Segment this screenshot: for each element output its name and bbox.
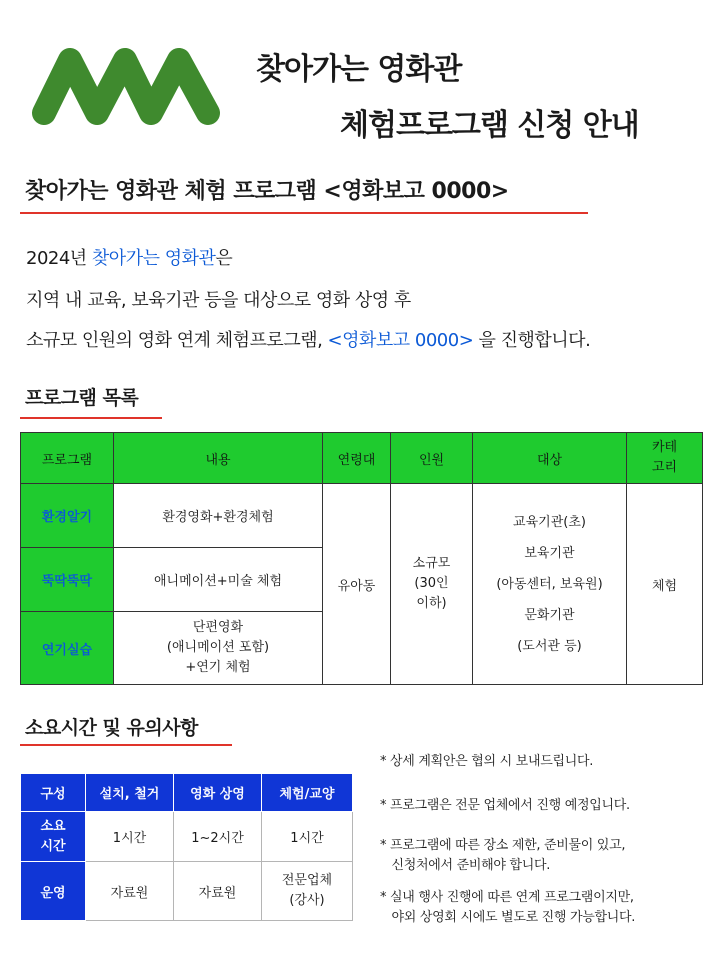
group-size: 소규모 (30인 이하) [391,484,473,685]
category: 체험 [627,484,703,685]
section-heading-time-notes: 소요시간 및 유의사항 [25,717,198,739]
table-header-row [21,433,703,484]
intro-line-2: 지역 내 교육, 보육기관 등을 대상으로 영화 상영 후 [26,290,411,311]
section-heading-program: 찾아가는 영화관 체험 프로그램 <영화보고 0000> [25,179,509,204]
program-content: 애니메이션+미술 체험 [114,548,323,612]
intro-line-1: 2024년 찾아가는 영화관은 [26,248,233,269]
program-table [20,432,703,685]
note-item: * 프로그램은 전문 업체에서 진행 예정입니다. [380,798,630,813]
column-header: 영화 상영 [174,774,262,812]
table-cell: 자료원 [86,862,174,921]
program-name: 뚝딱뚝딱 [21,548,114,612]
column-header: 인원 [391,433,473,484]
program-name: 환경알기 [21,484,114,548]
table-cell: 1시간 [262,812,353,862]
column-header: 대상 [473,433,627,484]
column-header: 카테 고리 [627,433,703,484]
row-label: 소요 시간 [21,812,86,862]
age-group: 유아동 [323,484,391,685]
note-item: * 상세 계획안은 협의 시 보내드립니다. [380,754,594,769]
table-cell: 전문업체 (강사) [262,862,353,921]
page-subtitle: 체험프로그램 신청 안내 [340,108,639,143]
program-content: 환경영화+환경체험 [114,484,323,548]
column-header: 체험/교양 [262,774,353,812]
column-header: 구성 [21,774,86,812]
heading-underline [20,744,232,746]
logo-mark [44,60,208,113]
time-table [20,773,353,921]
table-row [21,484,703,548]
table-row [21,812,353,862]
page-title: 찾아가는 영화관 [256,52,462,87]
column-header: 프로그램 [21,433,114,484]
column-header: 설치, 철거 [86,774,174,812]
table-cell: 자료원 [174,862,262,921]
column-header: 내용 [114,433,323,484]
table-row [21,862,353,921]
column-header: 연령대 [323,433,391,484]
program-name: 연기실습 [21,612,114,685]
intro-line-3: 소규모 인원의 영화 연계 체험프로그램, <영화보고 0000> 을 진행합니다. [26,330,591,351]
note-item: * 실내 행사 진행에 따른 연계 프로그램이지만, 야외 상영회 시에도 별도로 진행 가능합니다. [380,890,636,925]
target-audience: 교육기관(초) 보육기관 (아동센터, 보육원) 문화기관 (도서관 등) [473,484,627,685]
note-item: * 프로그램에 따른 장소 제한, 준비물이 있고, 신청처에서 준비해야 합니다. [380,838,626,873]
table-cell: 1~2시간 [174,812,262,862]
table-header-row [21,774,353,812]
program-content: 단편영화 (애니메이션 포함) +연기 체험 [114,612,323,685]
row-label: 운영 [21,862,86,921]
logo [28,44,234,130]
heading-underline [20,417,162,419]
table-cell: 1시간 [86,812,174,862]
section-heading-program-list: 프로그램 목록 [25,387,139,409]
heading-underline [20,212,588,214]
